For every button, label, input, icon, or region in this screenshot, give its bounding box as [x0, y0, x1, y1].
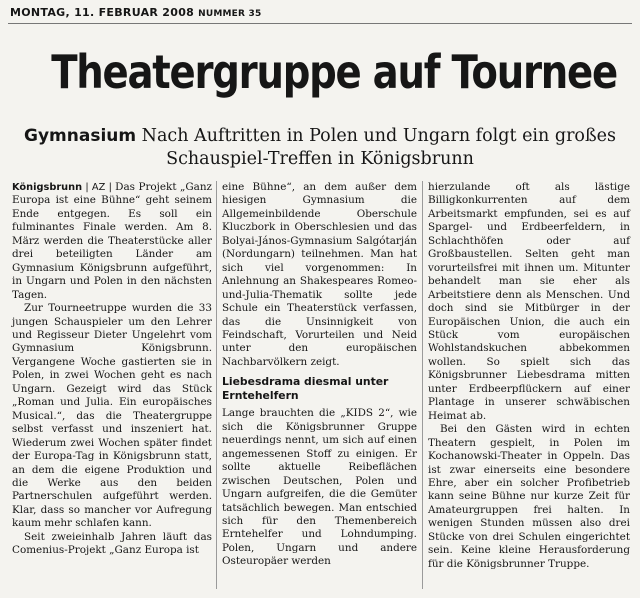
issue-number: NUMMER 35	[198, 9, 262, 19]
author: AZ	[91, 182, 106, 193]
paragraph-7: Bei den Gästen wird in echten Theatern gespielt, in Polen im Kochanowski-Theater in Oppeln. Das ist zwar einerseits eine besondere Ehre, aber ein solcher Profibetrieb kann seine Bühne nur kurze Zeit für Amateurgruppen frei halten. In wenigen Stunden müssen also drei Stücke von drei Schulen eingerichtet sein. Keine kleine Herausforderung für die Königsbrunner Truppe.	[428, 423, 630, 570]
subhead-kicker: Gymnasium	[24, 126, 137, 146]
column-divider	[422, 181, 423, 589]
article-column-1	[12, 181, 212, 558]
dateline	[10, 6, 261, 19]
issue-date: MONTAG, 11. FEBRUAR 2008	[10, 6, 195, 19]
subheading: Liebesdrama diesmal unter Erntehelfern	[222, 375, 389, 402]
article-column-3	[428, 181, 630, 571]
header-rule	[8, 23, 632, 24]
paragraph-1: Das Projekt „Ganz Europa ist eine Bühne“ geht seinem Ende entgegen. Es soll ein fulminantes Finale werden. Am 8. März werden die Theaterstücke aller drei beteiligten Länder am Gymnasium Königsbrunn aufgeführt, in Ungarn und Polen in den nächsten Tagen.	[12, 181, 212, 301]
location: Königsbrunn	[12, 182, 83, 193]
subhead-line-2: Schauspiel-Treffen in Königsbrunn	[166, 149, 474, 169]
paragraph-6: hierzulande oft als lästige Billigkonkurrenten auf dem Arbeitsmarkt empfunden, sei es auf Spargel- und Erdbeerfeldern, in Schlachthöfen oder auf Großbaustellen. Selten geht man vorurteilsfrei mit ihnen um. Mitunter behandelt man sie eher als Arbeitstiere denn als Menschen. Und doch sind sie Mitbürger in der Europäischen Union, die auch ein Stück vom europäischen Wohlstandskuchen abbekommen wollen. So spielt sich das Königsbrunner Liebesdrama mitten unter Erdbeerpflückern auf einer Plantage in unserer schwäbischen Heimat ab.	[428, 181, 630, 422]
paragraph-5: Lange brauchten die „KIDS 2“, wie sich die Königsbrunner Gruppe neuerdings nennt, um sich auf einen angemessenen Stoff zu einigen. Er sollte aktuelle Reibeflächen zwischen Deutschen, Polen und Ungarn aufgreifen, die die Gemüter tatsächlich bewegen. Man entschied sich für den Themenbereich Erntehelfer und Lohndumping. Polen, Ungarn und andere Osteuropäer werden	[222, 407, 417, 568]
paragraph-2: Zur Tourneetruppe wurden die 33 jungen Schauspieler um den Lehrer und Regisseur Dieter Ungelehrt vom Gymnasium Königsbrunn. Vergangene Woche gastierten sie in Polen, in zwei Wochen geht es nach Ungarn. Gezeigt wird das Stück „Roman und Julia. Ein europäisches Musical.“, das die Theatergruppe selbst verfasst und inszeniert hat. Wiederum zwei Wochen später findet der Europa-Tag in Königsbrunn statt, an dem die eigene Produktion und die Werke aus den beiden Partnerschulen aufgeführt werden. Klar, dass so mancher vor Aufregung kaum mehr schlafen kann.	[12, 302, 212, 530]
lead-paragraph: Königsbrunn | AZ | Das Projekt „Ganz Europa ist eine Bühne“ geht seinem Ende entgegen. Es soll ein fulminantes Finale werden. Am 8. März werden die Theaterstücke aller drei beteiligten Länder am Gymnasium Königsbrunn aufgeführt, in Ungarn und Polen in den nächsten Tagen.	[12, 181, 212, 301]
article-column-2	[222, 181, 417, 569]
subheadline	[12, 125, 628, 171]
headline: Theatergruppe auf Tournee	[51, 45, 617, 99]
column-divider	[216, 181, 217, 589]
paragraph-3: Seit zweieinhalb Jahren läuft das Comenius-Projekt „Ganz Europa ist	[12, 530, 212, 557]
subhead-line-1: Nach Auftritten in Polen und Ungarn folgt ein großes	[141, 126, 616, 146]
paragraph-4: eine Bühne“, an dem außer dem hiesigen Gymnasium die Allgemeinbildende Oberschule Kluczbork in Oberschlesien und das Bolyai-János-Gymnasium Salgótarján (Nordungarn) teilnehmen. Man hat sich viel vorgenommen: In Anlehnung an Shakespeares Romeo-und-Julia-Thematik sollte jede Schule ein Theaterstück verfassen, das die Unsinnigkeit von Feindschaft, Vorurteilen und Neid unter den europäischen Nachbarvölkern zeigt.	[222, 181, 417, 368]
